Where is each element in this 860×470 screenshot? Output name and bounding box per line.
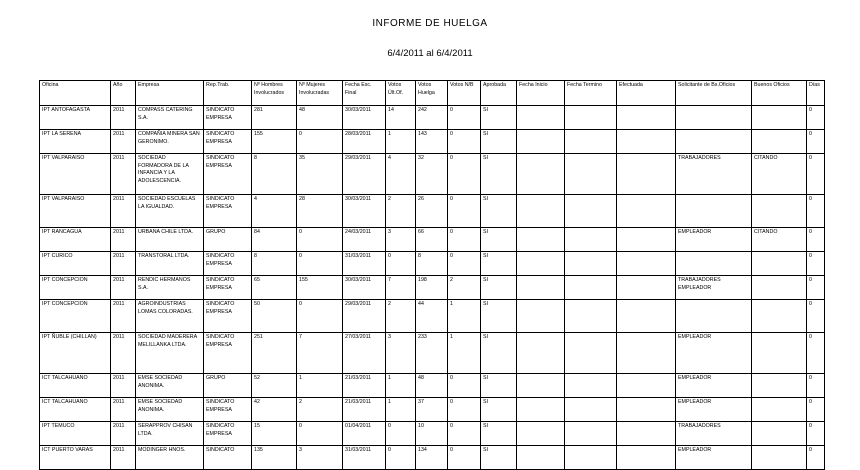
cell-solicitante: EMPLEADOR xyxy=(676,446,752,470)
cell-dias: 0 xyxy=(807,228,825,252)
cell-buenos xyxy=(752,130,807,154)
cell-votos-ult: 2 xyxy=(386,300,416,333)
cell-empresa: SOCIEDAD MADERERA MELILLANKA LTDA. xyxy=(136,333,204,374)
column-header: Fecha Esc. Final xyxy=(343,81,386,106)
cell-fecha-esc: 30/03/2011 xyxy=(343,276,386,300)
cell-buenos xyxy=(752,252,807,276)
table-row xyxy=(40,374,825,398)
cell-votos-ult: 2 xyxy=(386,195,416,228)
cell-efectuada xyxy=(617,333,676,374)
cell-solicitante xyxy=(676,106,752,130)
cell-anio: 2011 xyxy=(111,228,136,252)
cell-rep: SINDICATO EMPRESA xyxy=(204,195,252,228)
cell-solicitante xyxy=(676,252,752,276)
cell-empresa: SERAPPROV CHISAN LTDA. xyxy=(136,422,204,446)
column-header: Fecha Termino xyxy=(565,81,617,106)
cell-anio: 2011 xyxy=(111,252,136,276)
cell-rep: SINDICATO EMPRESA xyxy=(204,130,252,154)
cell-oficina: IPT VALPARAISO xyxy=(40,154,111,195)
table-row xyxy=(40,276,825,300)
column-header: Votos N/B xyxy=(448,81,481,106)
cell-fecha-inicio xyxy=(517,130,565,154)
cell-buenos: CITANDO xyxy=(752,228,807,252)
cell-fecha-inicio xyxy=(517,422,565,446)
cell-votos-nb: 0 xyxy=(448,252,481,276)
cell-aprobada: SI xyxy=(481,195,517,228)
cell-fecha-esc: 27/03/2011 xyxy=(343,333,386,374)
cell-rep: SINDICATO EMPRESA xyxy=(204,276,252,300)
cell-fecha-inicio xyxy=(517,228,565,252)
cell-aprobada: SI xyxy=(481,276,517,300)
cell-hombres: 15 xyxy=(252,422,297,446)
cell-efectuada xyxy=(617,228,676,252)
cell-rep: SINDICATO EMPRESA xyxy=(204,398,252,422)
cell-anio: 2011 xyxy=(111,398,136,422)
column-header: Año xyxy=(111,81,136,106)
cell-solicitante: EMPLEADOR xyxy=(676,398,752,422)
cell-votos-nb: 0 xyxy=(448,130,481,154)
cell-anio: 2011 xyxy=(111,195,136,228)
cell-oficina: IPT ÑUBLE (CHILLAN) xyxy=(40,333,111,374)
cell-empresa: COMPASS CATERING S.A. xyxy=(136,106,204,130)
cell-hombres: 155 xyxy=(252,130,297,154)
cell-votos-huelga: 32 xyxy=(416,154,448,195)
cell-empresa: EMSE SOCIEDAD ANONIMA. xyxy=(136,398,204,422)
cell-votos-ult: 4 xyxy=(386,154,416,195)
cell-efectuada xyxy=(617,195,676,228)
cell-efectuada xyxy=(617,300,676,333)
cell-solicitante xyxy=(676,130,752,154)
column-header: Votos Huelga xyxy=(416,81,448,106)
cell-fecha-esc: 28/03/2011 xyxy=(343,130,386,154)
cell-solicitante: TRABAJADORES EMPLEADOR xyxy=(676,276,752,300)
cell-mujeres: 0 xyxy=(297,130,343,154)
cell-dias: 0 xyxy=(807,276,825,300)
cell-aprobada: SI xyxy=(481,446,517,470)
cell-dias: 0 xyxy=(807,106,825,130)
cell-votos-huelga: 48 xyxy=(416,374,448,398)
cell-votos-nb: 0 xyxy=(448,228,481,252)
cell-solicitante xyxy=(676,195,752,228)
cell-fecha-termino xyxy=(565,374,617,398)
cell-fecha-termino xyxy=(565,300,617,333)
cell-fecha-termino xyxy=(565,252,617,276)
cell-votos-huelga: 143 xyxy=(416,130,448,154)
cell-mujeres: 35 xyxy=(297,154,343,195)
cell-aprobada: SI xyxy=(481,333,517,374)
cell-fecha-termino xyxy=(565,446,617,470)
cell-fecha-inicio xyxy=(517,333,565,374)
cell-hombres: 251 xyxy=(252,333,297,374)
cell-oficina: IPT ANTOFAGASTA xyxy=(40,106,111,130)
cell-empresa: COMPAÑIA MINERA SAN GERONIMO. xyxy=(136,130,204,154)
cell-hombres: 42 xyxy=(252,398,297,422)
report-title: INFORME DE HUELGA xyxy=(372,18,488,29)
cell-votos-huelga: 44 xyxy=(416,300,448,333)
cell-oficina: ICT TALCAHUANO xyxy=(40,374,111,398)
cell-anio: 2011 xyxy=(111,130,136,154)
cell-buenos xyxy=(752,300,807,333)
cell-oficina: IPT CURICO xyxy=(40,252,111,276)
cell-votos-nb: 1 xyxy=(448,300,481,333)
cell-fecha-inicio xyxy=(517,154,565,195)
cell-dias: 0 xyxy=(807,374,825,398)
cell-votos-nb: 0 xyxy=(448,195,481,228)
cell-efectuada xyxy=(617,252,676,276)
cell-dias: 0 xyxy=(807,422,825,446)
table-row xyxy=(40,398,825,422)
cell-fecha-inicio xyxy=(517,398,565,422)
cell-solicitante: TRABAJADORES xyxy=(676,422,752,446)
cell-votos-ult: 0 xyxy=(386,446,416,470)
cell-solicitante xyxy=(676,300,752,333)
cell-rep: SINDICATO EMPRESA xyxy=(204,252,252,276)
cell-fecha-inicio xyxy=(517,300,565,333)
cell-votos-huelga: 37 xyxy=(416,398,448,422)
cell-votos-ult: 0 xyxy=(386,422,416,446)
cell-hombres: 65 xyxy=(252,276,297,300)
cell-dias: 0 xyxy=(807,154,825,195)
strike-report-table xyxy=(39,80,825,470)
cell-rep: SINDICATO EMPRESA xyxy=(204,333,252,374)
cell-votos-nb: 0 xyxy=(448,374,481,398)
column-header: Aprobada xyxy=(481,81,517,106)
cell-rep: GRUPO xyxy=(204,374,252,398)
cell-dias: 0 xyxy=(807,130,825,154)
cell-buenos xyxy=(752,446,807,470)
table-row xyxy=(40,333,825,374)
column-header: Votos Últ.Of. xyxy=(386,81,416,106)
cell-oficina: IPT CONCEPCION xyxy=(40,276,111,300)
cell-votos-huelga: 8 xyxy=(416,252,448,276)
cell-dias: 0 xyxy=(807,195,825,228)
cell-votos-huelga: 66 xyxy=(416,228,448,252)
cell-fecha-inicio xyxy=(517,446,565,470)
cell-votos-ult: 1 xyxy=(386,374,416,398)
cell-hombres: 281 xyxy=(252,106,297,130)
cell-votos-huelga: 198 xyxy=(416,276,448,300)
cell-votos-nb: 2 xyxy=(448,276,481,300)
column-header: Nº Hombres Involucrados xyxy=(252,81,297,106)
cell-empresa: MODINGER HNOS. xyxy=(136,446,204,470)
cell-aprobada: SI xyxy=(481,422,517,446)
report-date-range: 6/4/2011 al 6/4/2011 xyxy=(387,48,473,59)
header-row xyxy=(40,81,825,106)
cell-fecha-esc: 31/03/2011 xyxy=(343,446,386,470)
cell-mujeres: 0 xyxy=(297,300,343,333)
table-row xyxy=(40,228,825,252)
cell-votos-huelga: 10 xyxy=(416,422,448,446)
column-header: Nº Mujeres Involucradas xyxy=(297,81,343,106)
cell-votos-ult: 14 xyxy=(386,106,416,130)
cell-efectuada xyxy=(617,276,676,300)
cell-rep: GRUPO xyxy=(204,228,252,252)
cell-votos-nb: 0 xyxy=(448,154,481,195)
cell-fecha-inicio xyxy=(517,374,565,398)
cell-fecha-esc: 29/03/2011 xyxy=(343,300,386,333)
cell-fecha-esc: 01/04/2011 xyxy=(343,422,386,446)
cell-anio: 2011 xyxy=(111,446,136,470)
cell-fecha-termino xyxy=(565,154,617,195)
cell-hombres: 4 xyxy=(252,195,297,228)
table-row xyxy=(40,154,825,195)
cell-anio: 2011 xyxy=(111,300,136,333)
cell-aprobada: SI xyxy=(481,154,517,195)
cell-dias: 0 xyxy=(807,300,825,333)
cell-rep: SINDICATO EMPRESA xyxy=(204,154,252,195)
cell-votos-huelga: 134 xyxy=(416,446,448,470)
cell-empresa: AGROINDUSTRIAS LOMAS COLORADAS. xyxy=(136,300,204,333)
cell-rep: SINDICATO EMPRESA xyxy=(204,106,252,130)
table-row xyxy=(40,106,825,130)
cell-mujeres: 7 xyxy=(297,333,343,374)
cell-fecha-termino xyxy=(565,228,617,252)
cell-fecha-inicio xyxy=(517,276,565,300)
cell-fecha-termino xyxy=(565,398,617,422)
cell-fecha-termino xyxy=(565,106,617,130)
cell-fecha-termino xyxy=(565,130,617,154)
cell-votos-ult: 3 xyxy=(386,333,416,374)
cell-efectuada xyxy=(617,422,676,446)
cell-mujeres: 48 xyxy=(297,106,343,130)
table-row xyxy=(40,252,825,276)
cell-anio: 2011 xyxy=(111,374,136,398)
column-header: Solicitante de Bs.Oficios xyxy=(676,81,752,106)
cell-dias: 0 xyxy=(807,252,825,276)
cell-fecha-esc: 24/03/2011 xyxy=(343,228,386,252)
cell-hombres: 8 xyxy=(252,252,297,276)
cell-mujeres: 0 xyxy=(297,228,343,252)
cell-aprobada: SI xyxy=(481,130,517,154)
cell-mujeres: 3 xyxy=(297,446,343,470)
cell-fecha-esc: 30/03/2011 xyxy=(343,106,386,130)
cell-mujeres: 155 xyxy=(297,276,343,300)
cell-buenos xyxy=(752,333,807,374)
cell-fecha-termino xyxy=(565,276,617,300)
cell-solicitante: TRABAJADORES xyxy=(676,154,752,195)
cell-empresa: SOCIEDAD FORMADORA DE LA INFANCIA Y LA ADOLESCENCIA. xyxy=(136,154,204,195)
cell-empresa: EMSE SOCIEDAD ANONIMA. xyxy=(136,374,204,398)
cell-anio: 2011 xyxy=(111,154,136,195)
cell-rep: SINDICATO EMPRESA xyxy=(204,422,252,446)
cell-anio: 2011 xyxy=(111,422,136,446)
table-row xyxy=(40,422,825,446)
cell-buenos xyxy=(752,398,807,422)
cell-aprobada: SI xyxy=(481,300,517,333)
cell-votos-nb: 0 xyxy=(448,422,481,446)
cell-fecha-esc: 21/03/2011 xyxy=(343,398,386,422)
cell-anio: 2011 xyxy=(111,106,136,130)
column-header: Rep.Trab. xyxy=(204,81,252,106)
cell-buenos xyxy=(752,422,807,446)
cell-fecha-esc: 21/03/2011 xyxy=(343,374,386,398)
cell-hombres: 52 xyxy=(252,374,297,398)
cell-efectuada xyxy=(617,154,676,195)
cell-fecha-inicio xyxy=(517,195,565,228)
cell-solicitante: EMPLEADOR xyxy=(676,333,752,374)
cell-efectuada xyxy=(617,374,676,398)
cell-buenos xyxy=(752,374,807,398)
cell-aprobada: SI xyxy=(481,374,517,398)
cell-buenos xyxy=(752,106,807,130)
cell-fecha-termino xyxy=(565,195,617,228)
table-body xyxy=(40,106,825,470)
cell-oficina: ICT PUERTO VARAS xyxy=(40,446,111,470)
cell-fecha-inicio xyxy=(517,106,565,130)
cell-efectuada xyxy=(617,446,676,470)
column-header: Oficina xyxy=(40,81,111,106)
column-header: Buenos Oficios xyxy=(752,81,807,106)
cell-votos-nb: 0 xyxy=(448,446,481,470)
cell-votos-huelga: 233 xyxy=(416,333,448,374)
cell-votos-ult: 0 xyxy=(386,252,416,276)
table-row xyxy=(40,446,825,470)
cell-hombres: 84 xyxy=(252,228,297,252)
table-row xyxy=(40,195,825,228)
cell-oficina: IPT LA SERENA xyxy=(40,130,111,154)
cell-aprobada: SI xyxy=(481,228,517,252)
cell-efectuada xyxy=(617,130,676,154)
cell-votos-huelga: 26 xyxy=(416,195,448,228)
cell-votos-huelga: 242 xyxy=(416,106,448,130)
cell-fecha-esc: 31/03/2011 xyxy=(343,252,386,276)
cell-efectuada xyxy=(617,106,676,130)
cell-anio: 2011 xyxy=(111,333,136,374)
cell-dias: 0 xyxy=(807,398,825,422)
cell-mujeres: 0 xyxy=(297,252,343,276)
cell-votos-ult: 1 xyxy=(386,130,416,154)
cell-hombres: 8 xyxy=(252,154,297,195)
column-header: Efectuada xyxy=(617,81,676,106)
cell-votos-ult: 1 xyxy=(386,398,416,422)
cell-aprobada: SI xyxy=(481,398,517,422)
cell-aprobada: SI xyxy=(481,252,517,276)
table-header xyxy=(40,81,825,106)
cell-empresa: TRANSTORAL LTDA. xyxy=(136,252,204,276)
cell-oficina: IPT VALPARAISO xyxy=(40,195,111,228)
cell-mujeres: 2 xyxy=(297,398,343,422)
cell-mujeres: 28 xyxy=(297,195,343,228)
column-header: Empresa xyxy=(136,81,204,106)
cell-votos-nb: 0 xyxy=(448,398,481,422)
cell-rep: SINDICATO EMPRESA xyxy=(204,300,252,333)
cell-fecha-termino xyxy=(565,333,617,374)
cell-aprobada: SI xyxy=(481,106,517,130)
cell-oficina: IPT TEMUCO xyxy=(40,422,111,446)
cell-empresa: URBANA CHILE LTDA. xyxy=(136,228,204,252)
cell-fecha-esc: 30/03/2011 xyxy=(343,195,386,228)
cell-hombres: 135 xyxy=(252,446,297,470)
cell-anio: 2011 xyxy=(111,276,136,300)
cell-buenos xyxy=(752,195,807,228)
cell-buenos xyxy=(752,276,807,300)
cell-votos-nb: 1 xyxy=(448,333,481,374)
cell-rep: SINDICATO xyxy=(204,446,252,470)
cell-votos-nb: 0 xyxy=(448,106,481,130)
cell-oficina: ICT TALCAHUANO xyxy=(40,398,111,422)
cell-oficina: IPT CONCEPCION xyxy=(40,300,111,333)
cell-empresa: RENDIC HERMANOS S.A. xyxy=(136,276,204,300)
table-row xyxy=(40,300,825,333)
cell-hombres: 50 xyxy=(252,300,297,333)
cell-fecha-esc: 29/03/2011 xyxy=(343,154,386,195)
cell-empresa: SOCIEDAD ESCUELAS LA IGUALDAD. xyxy=(136,195,204,228)
cell-mujeres: 1 xyxy=(297,374,343,398)
cell-efectuada xyxy=(617,398,676,422)
cell-mujeres: 0 xyxy=(297,422,343,446)
cell-oficina: IPT RANCAGUA xyxy=(40,228,111,252)
column-header: Días xyxy=(807,81,825,106)
cell-solicitante: EMPLEADOR xyxy=(676,228,752,252)
cell-fecha-termino xyxy=(565,422,617,446)
cell-buenos: CITANDO xyxy=(752,154,807,195)
cell-dias: 0 xyxy=(807,446,825,470)
cell-votos-ult: 7 xyxy=(386,276,416,300)
table-row xyxy=(40,130,825,154)
column-header: Fecha Inicio xyxy=(517,81,565,106)
cell-fecha-inicio xyxy=(517,252,565,276)
cell-dias: 0 xyxy=(807,333,825,374)
cell-solicitante: EMPLEADOR xyxy=(676,374,752,398)
cell-votos-ult: 3 xyxy=(386,228,416,252)
